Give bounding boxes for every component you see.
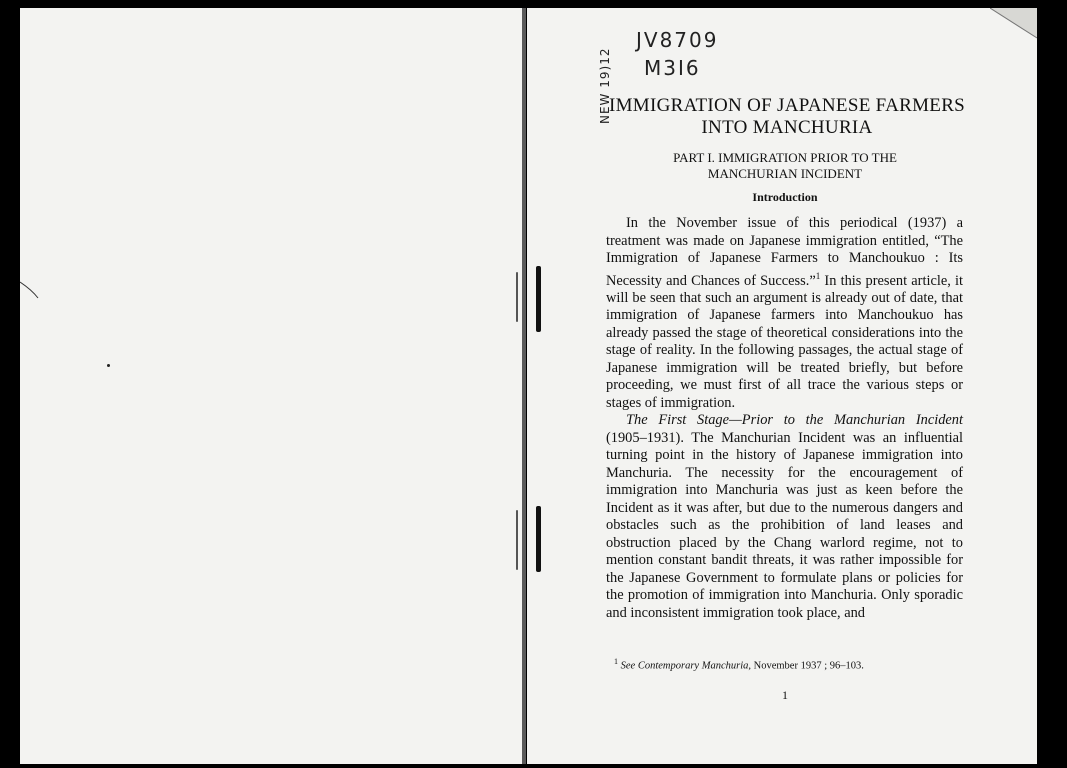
page-number: 1 xyxy=(782,688,788,702)
footnote xyxy=(614,657,964,672)
paragraph-1 xyxy=(606,215,963,412)
corner-fold-mark xyxy=(20,280,40,300)
title-line-1: IMMIGRATION OF JAPANESE FARMERS xyxy=(608,95,966,116)
footnote-source: Contemporary Manchuria, xyxy=(637,660,751,672)
body-text xyxy=(606,215,963,622)
section-heading: Introduction xyxy=(752,190,818,204)
article-title xyxy=(607,95,967,139)
part-line-1: PART I. IMMIGRATION PRIOR TO THE xyxy=(673,150,897,165)
speck-mark xyxy=(107,364,110,367)
footnote-reference: 1 xyxy=(815,270,821,281)
footnote-see: See xyxy=(620,660,636,672)
call-number-line2: M3I6 xyxy=(644,56,701,80)
part-heading xyxy=(607,150,963,182)
left-page-blank xyxy=(20,8,522,764)
part-line-2: MANCHURIAN INCIDENT xyxy=(707,166,863,181)
paragraph-2-text: (1905–1931). The Manchurian Incident was an influential turning point in the history of Japanese immigration into Manchuria. The necessity for the encouragement of immigration into Manchuria was just as keen before the Incident as it was after, but due to the numerous dangers and obstacles such as the prohibition of land leases and obstruction placed by the Chang warlord regime, not to mention constant bandit threats, it was rather impossible for the Japanese Government to formulate plans or policies for the promotion of immigration into Manchuria. Only sporadic and inconsistent immigration took place, and xyxy=(606,429,963,621)
footnote-details: November 1937 ; 96–103. xyxy=(753,660,864,672)
paragraph-2-heading: The First Stage—Prior to the Manchurian Incident xyxy=(626,412,963,429)
binding-shadow-bottom xyxy=(516,510,518,570)
binding-shadow-top xyxy=(516,272,518,322)
library-stamp: NEW 19)12 xyxy=(598,47,612,124)
binding-staple-bottom xyxy=(536,506,541,572)
paragraph-1-text: In the November issue of this periodical (1937) a treatment was made on Japanese immigration entitled, “The Immigration of Japanese Farmers to Manchoukuo : Its Necessity and Chances of Success.” xyxy=(606,215,963,289)
paragraph-2 xyxy=(606,412,963,622)
book-gutter xyxy=(522,8,526,764)
footnote-number: 1 xyxy=(614,657,618,666)
page-corner-fold xyxy=(990,8,1037,48)
paragraph-1-continued: In this present article, it will be seen that such an argument is already out of date, that immigration of Japanese farmers into Manchoukuo has already passed the stage of theoretical considerations into the stage of reality. In the following passages, the actual stage of Japanese immigration will be treated briefly, but before proceeding, we must first of all trace the various steps or stages of immigration. xyxy=(606,272,963,411)
call-number-line1: JV8709 xyxy=(636,28,719,52)
binding-staple-top xyxy=(536,266,541,332)
title-line-2: INTO MANCHURIA xyxy=(701,117,873,138)
